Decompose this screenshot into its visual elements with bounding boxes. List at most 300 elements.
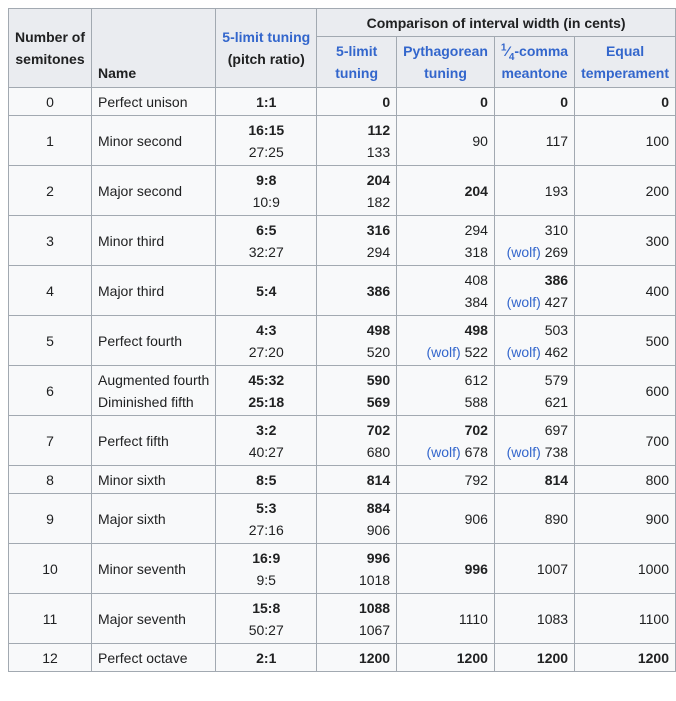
cell-value — [403, 508, 488, 530]
value-text: 702 — [464, 421, 488, 438]
cell-value — [222, 547, 310, 569]
wolf-interval-link[interactable]: (wolf) — [506, 343, 541, 360]
header-text: semitones — [15, 51, 85, 67]
cell-value — [501, 608, 568, 630]
value-text: 310 — [544, 221, 569, 238]
cell-value — [581, 469, 669, 491]
value-text: 32:27 — [248, 243, 284, 260]
link-text: -comma — [514, 43, 569, 59]
cell-value — [323, 319, 390, 341]
cell-value — [323, 91, 390, 113]
value-text: 3:2 — [256, 421, 277, 438]
meantone-cell — [494, 266, 574, 316]
cell-value — [501, 319, 568, 341]
value-text: 25:18 — [248, 393, 285, 410]
cell-value — [222, 519, 310, 541]
value-text: 498 — [366, 321, 391, 338]
cell-value — [501, 180, 568, 202]
cell-value — [323, 341, 390, 363]
table-row — [9, 166, 676, 216]
cell-value — [501, 341, 568, 363]
equal-temperament-cell — [575, 416, 676, 466]
header-comparison: Comparison of interval width (in cents) — [317, 9, 676, 37]
equal-temperament-link[interactable] — [575, 37, 676, 88]
cell-value — [323, 497, 390, 519]
semitones-cell: 4 — [9, 266, 92, 316]
semitones-cell: 2 — [9, 166, 92, 216]
meantone-cell — [494, 216, 574, 266]
cell-value — [501, 369, 568, 391]
semitones-cell: 7 — [9, 416, 92, 466]
cell-value — [403, 558, 488, 580]
value-text: 10:9 — [252, 193, 280, 210]
cell-value — [581, 180, 669, 202]
wolf-interval-link[interactable]: (wolf) — [506, 243, 541, 260]
name-cell — [92, 266, 216, 316]
value-text: 1100 — [638, 610, 669, 627]
value-text: 1018 — [358, 571, 391, 588]
table-row — [9, 266, 676, 316]
meantone-cell — [494, 88, 574, 116]
value-text: 697 — [544, 421, 569, 438]
cell-value — [581, 508, 669, 530]
cell-value — [403, 291, 488, 313]
cell-value — [222, 241, 310, 263]
link-text[interactable]: Equal — [605, 43, 645, 59]
semitones-cell: 3 — [9, 216, 92, 266]
cell-value — [323, 519, 390, 541]
value-text: 4:3 — [256, 321, 277, 338]
meantone-cell — [494, 494, 574, 544]
cell-value — [581, 608, 669, 630]
cell-value — [222, 141, 310, 163]
name-cell — [92, 644, 216, 672]
value-text: 612 — [464, 371, 488, 388]
ratio-cell — [216, 644, 317, 672]
equal-temperament-cell — [575, 644, 676, 672]
value-text: 0 — [382, 93, 391, 110]
value-text: 500 — [645, 332, 669, 349]
cell-value — [581, 230, 669, 252]
five-limit-cell — [317, 416, 397, 466]
value-text: 133 — [366, 143, 391, 160]
cell-value — [403, 441, 488, 463]
table-row — [9, 88, 676, 116]
cell-value — [501, 508, 568, 530]
cell-value — [581, 430, 669, 452]
link-text[interactable]: temperament — [581, 65, 669, 81]
fraction-denominator: 4 — [508, 51, 515, 63]
cell-value — [323, 569, 390, 591]
name-cell — [92, 494, 216, 544]
value-text: 16:9 — [252, 549, 281, 566]
value-text: 16:15 — [248, 121, 285, 138]
value-text: 996 — [366, 549, 391, 566]
equal-temperament-cell — [575, 544, 676, 594]
equal-temperament-cell — [575, 166, 676, 216]
value-text: 100 — [645, 132, 669, 149]
value-text: 1200 — [536, 649, 569, 666]
table-row — [9, 466, 676, 494]
ratio-cell — [216, 494, 317, 544]
cell-value — [581, 280, 669, 302]
value-text: 1000 — [637, 560, 669, 577]
value-text: 112 — [367, 121, 391, 138]
table-row — [9, 544, 676, 594]
wolf-interval-link[interactable]: (wolf) — [506, 443, 541, 460]
value-text: 400 — [645, 282, 669, 299]
semitones-cell: 5 — [9, 316, 92, 366]
table-row — [9, 594, 676, 644]
meantone-cell — [494, 366, 574, 416]
value-text: 40:27 — [248, 443, 284, 460]
cell-value — [403, 419, 488, 441]
cell-value — [501, 219, 568, 241]
five-limit-cell — [317, 466, 397, 494]
value-text: 294 — [366, 243, 391, 260]
equal-temperament-cell — [575, 216, 676, 266]
value-text: 569 — [366, 393, 391, 410]
five-limit-cell — [317, 166, 397, 216]
cell-value — [501, 91, 568, 113]
equal-temperament-cell — [575, 466, 676, 494]
cell-value — [222, 619, 310, 641]
pythagorean-cell — [397, 116, 495, 166]
cell-value — [323, 547, 390, 569]
cell-value — [581, 647, 669, 669]
value-text: 600 — [645, 382, 669, 399]
cell-value — [403, 341, 488, 363]
cell-value — [222, 91, 310, 113]
name-cell — [92, 466, 216, 494]
table-row — [9, 116, 676, 166]
cell-value — [222, 319, 310, 341]
value-text: 384 — [464, 293, 488, 310]
value-text: 1:1 — [256, 93, 277, 110]
semitones-cell: 6 — [9, 366, 92, 416]
value-text: 0 — [560, 93, 569, 110]
cell-value — [581, 330, 669, 352]
five-limit-cell — [317, 544, 397, 594]
cell-value — [501, 391, 568, 413]
pythagorean-cell — [397, 166, 495, 216]
table-row — [9, 216, 676, 266]
pythagorean-cell — [397, 88, 495, 116]
five-limit-cell — [317, 316, 397, 366]
wolf-interval-link[interactable]: (wolf) — [426, 443, 461, 460]
ratio-cell — [216, 366, 317, 416]
cell-value — [323, 369, 390, 391]
cell-value — [323, 647, 390, 669]
equal-temperament-cell — [575, 594, 676, 644]
value-text: 1088 — [358, 599, 391, 616]
cell-value — [222, 441, 310, 463]
header-ratio — [216, 9, 317, 88]
value-text: 1200 — [358, 649, 391, 666]
table-row — [9, 494, 676, 544]
value-text: 8:5 — [256, 471, 277, 488]
semitones-cell: 11 — [9, 594, 92, 644]
cell-value — [222, 419, 310, 441]
header-name: Name — [92, 9, 216, 88]
pythagorean-cell — [397, 466, 495, 494]
cell-value — [222, 341, 310, 363]
value-text: 906 — [464, 510, 488, 527]
value-text: 316 — [366, 221, 391, 238]
value-text: 680 — [366, 443, 391, 460]
five-limit-tuning-link[interactable] — [317, 37, 397, 88]
meantone-cell — [494, 316, 574, 366]
five-limit-cell — [317, 644, 397, 672]
value-text: 621 — [544, 393, 569, 410]
name-cell — [92, 116, 216, 166]
five-limit-cell — [317, 216, 397, 266]
pythagorean-cell — [397, 266, 495, 316]
cell-value — [323, 280, 390, 302]
pythagorean-cell — [397, 366, 495, 416]
semitones-cell: 0 — [9, 88, 92, 116]
value-text: 800 — [645, 471, 669, 488]
cell-value — [501, 469, 568, 491]
cell-value — [501, 241, 568, 263]
meantone-cell — [494, 116, 574, 166]
cell-value — [323, 191, 390, 213]
cell-value — [222, 647, 310, 669]
table-row — [9, 416, 676, 466]
name-cell — [92, 166, 216, 216]
semitones-cell: 9 — [9, 494, 92, 544]
five-limit-cell — [317, 594, 397, 644]
cell-value — [222, 280, 310, 302]
value-text: 5:3 — [256, 499, 277, 516]
cell-value — [222, 191, 310, 213]
semitones-cell: 10 — [9, 544, 92, 594]
equal-temperament-cell — [575, 366, 676, 416]
header-semitones — [9, 9, 92, 88]
value-text: 204 — [366, 171, 391, 188]
name-cell — [92, 88, 216, 116]
ratio-cell — [216, 416, 317, 466]
equal-temperament-cell — [575, 116, 676, 166]
fraction-numerator: 1 — [500, 42, 507, 54]
cell-value — [403, 391, 488, 413]
header-text: (pitch ratio) — [227, 51, 305, 67]
interval-name: Major sixth — [98, 510, 166, 527]
value-text: 27:20 — [248, 343, 284, 360]
cell-value — [222, 469, 310, 491]
cell-value — [403, 647, 488, 669]
meantone-cell — [494, 416, 574, 466]
value-text: 27:25 — [248, 143, 284, 160]
link-text[interactable]: tuning — [424, 65, 467, 81]
value-text: 498 — [464, 321, 488, 338]
value-text: 9:5 — [256, 571, 276, 588]
meantone-link[interactable] — [494, 37, 574, 88]
value-text: 15:8 — [252, 599, 281, 616]
value-text: 269 — [544, 243, 569, 260]
cell-value — [501, 130, 568, 152]
meantone-cell — [494, 644, 574, 672]
cell-value — [222, 169, 310, 191]
value-text: 300 — [645, 232, 669, 249]
value-text: 318 — [464, 243, 488, 260]
pythagorean-cell — [397, 644, 495, 672]
cell-value — [581, 130, 669, 152]
table-row — [9, 316, 676, 366]
value-text: 0 — [480, 93, 488, 110]
cell-value — [323, 119, 390, 141]
ratio-cell — [216, 316, 317, 366]
value-text: 1200 — [456, 649, 488, 666]
interval-name: Major seventh — [98, 610, 186, 627]
cell-value — [403, 319, 488, 341]
cell-value — [323, 141, 390, 163]
name-cell — [92, 594, 216, 644]
cell-value — [501, 269, 568, 291]
ratio-cell — [216, 216, 317, 266]
value-text: 792 — [464, 471, 488, 488]
table-row — [9, 644, 676, 672]
value-text: 386 — [544, 271, 569, 288]
value-text: 900 — [645, 510, 669, 527]
five-limit-tuning-link[interactable]: 5-limit tuning — [222, 29, 311, 45]
value-text: 1007 — [536, 560, 569, 577]
name-cell — [92, 216, 216, 266]
value-text: 0 — [661, 93, 669, 110]
value-text: 9:8 — [256, 171, 277, 188]
cell-value — [501, 558, 568, 580]
value-text: 50:27 — [248, 621, 284, 638]
value-text: 700 — [645, 432, 669, 449]
ratio-cell — [216, 266, 317, 316]
value-text: 2:1 — [256, 649, 277, 666]
cell-value — [323, 169, 390, 191]
cell-value — [403, 608, 488, 630]
semitones-cell: 1 — [9, 116, 92, 166]
value-text: 462 — [544, 343, 569, 360]
value-text: 200 — [645, 182, 669, 199]
value-text: 884 — [366, 499, 391, 516]
value-text: 520 — [366, 343, 391, 360]
value-text: 503 — [544, 321, 569, 338]
cell-value — [403, 369, 488, 391]
pythagorean-cell — [397, 216, 495, 266]
pythagorean-cell — [397, 544, 495, 594]
cell-value — [222, 219, 310, 241]
value-text: 294 — [464, 221, 488, 238]
meantone-cell — [494, 544, 574, 594]
cell-value — [323, 419, 390, 441]
interval-name: Augmented fourth — [98, 371, 210, 388]
value-text: 738 — [544, 443, 569, 460]
cell-value — [323, 441, 390, 463]
cell-value — [222, 369, 310, 391]
value-text: 204 — [464, 182, 488, 199]
link-text[interactable]: meantone — [501, 65, 568, 81]
link-text[interactable]: Pythagorean — [403, 43, 488, 59]
value-text: 117 — [545, 132, 569, 149]
equal-temperament-cell — [575, 266, 676, 316]
interval-name: Perfect fifth — [98, 432, 169, 449]
value-text: 1110 — [458, 610, 488, 627]
value-text: 579 — [544, 371, 569, 388]
cell-value — [403, 469, 488, 491]
pythagorean-tuning-link[interactable] — [397, 37, 495, 88]
interval-name: Minor seventh — [98, 560, 186, 577]
value-text: 522 — [464, 343, 488, 360]
five-limit-cell — [317, 116, 397, 166]
name-cell — [92, 544, 216, 594]
name-cell — [92, 366, 216, 416]
ratio-cell — [216, 544, 317, 594]
value-text: 1067 — [358, 621, 391, 638]
interval-name: Perfect unison — [98, 93, 188, 110]
equal-temperament-cell — [575, 88, 676, 116]
cell-value — [403, 180, 488, 202]
cell-value — [222, 119, 310, 141]
value-text: 427 — [544, 293, 569, 310]
interval-name: Diminished fifth — [98, 393, 194, 410]
interval-name: Perfect octave — [98, 649, 188, 666]
value-text: 386 — [366, 282, 391, 299]
cell-value — [403, 241, 488, 263]
cell-value — [323, 219, 390, 241]
cell-value — [222, 597, 310, 619]
value-text: 27:16 — [248, 521, 284, 538]
link-text[interactable]: 5-limit tuning — [335, 43, 379, 81]
value-text: 814 — [544, 471, 569, 488]
value-text: 890 — [544, 510, 569, 527]
value-text: 590 — [366, 371, 391, 388]
equal-temperament-cell — [575, 316, 676, 366]
value-text: 588 — [464, 393, 488, 410]
name-cell — [92, 316, 216, 366]
cell-value — [501, 291, 568, 313]
value-text: 678 — [464, 443, 488, 460]
semitones-cell: 12 — [9, 644, 92, 672]
cell-value — [501, 647, 568, 669]
meantone-cell — [494, 166, 574, 216]
cell-value — [323, 391, 390, 413]
ratio-cell — [216, 166, 317, 216]
five-limit-cell — [317, 366, 397, 416]
cell-value — [501, 441, 568, 463]
cell-value — [222, 497, 310, 519]
cell-value — [222, 391, 310, 413]
meantone-cell — [494, 466, 574, 494]
pythagorean-cell — [397, 416, 495, 466]
cell-value — [403, 130, 488, 152]
cell-value — [323, 241, 390, 263]
cell-value — [581, 558, 669, 580]
wolf-interval-link[interactable]: (wolf) — [506, 293, 541, 310]
meantone-cell — [494, 594, 574, 644]
value-text: 996 — [464, 560, 488, 577]
interval-comparison-table — [8, 8, 676, 672]
value-text: 702 — [366, 421, 391, 438]
cell-value — [323, 619, 390, 641]
value-text: 5:4 — [256, 282, 277, 299]
ratio-cell — [216, 88, 317, 116]
link-text[interactable]: $^1⁄_4$-comma — [500, 42, 569, 63]
wolf-interval-link[interactable]: (wolf) — [426, 343, 461, 360]
value-text: 1083 — [536, 610, 569, 627]
cell-value — [403, 269, 488, 291]
interval-name: Minor sixth — [98, 471, 166, 488]
cell-value — [323, 597, 390, 619]
ratio-cell — [216, 594, 317, 644]
pythagorean-cell — [397, 494, 495, 544]
